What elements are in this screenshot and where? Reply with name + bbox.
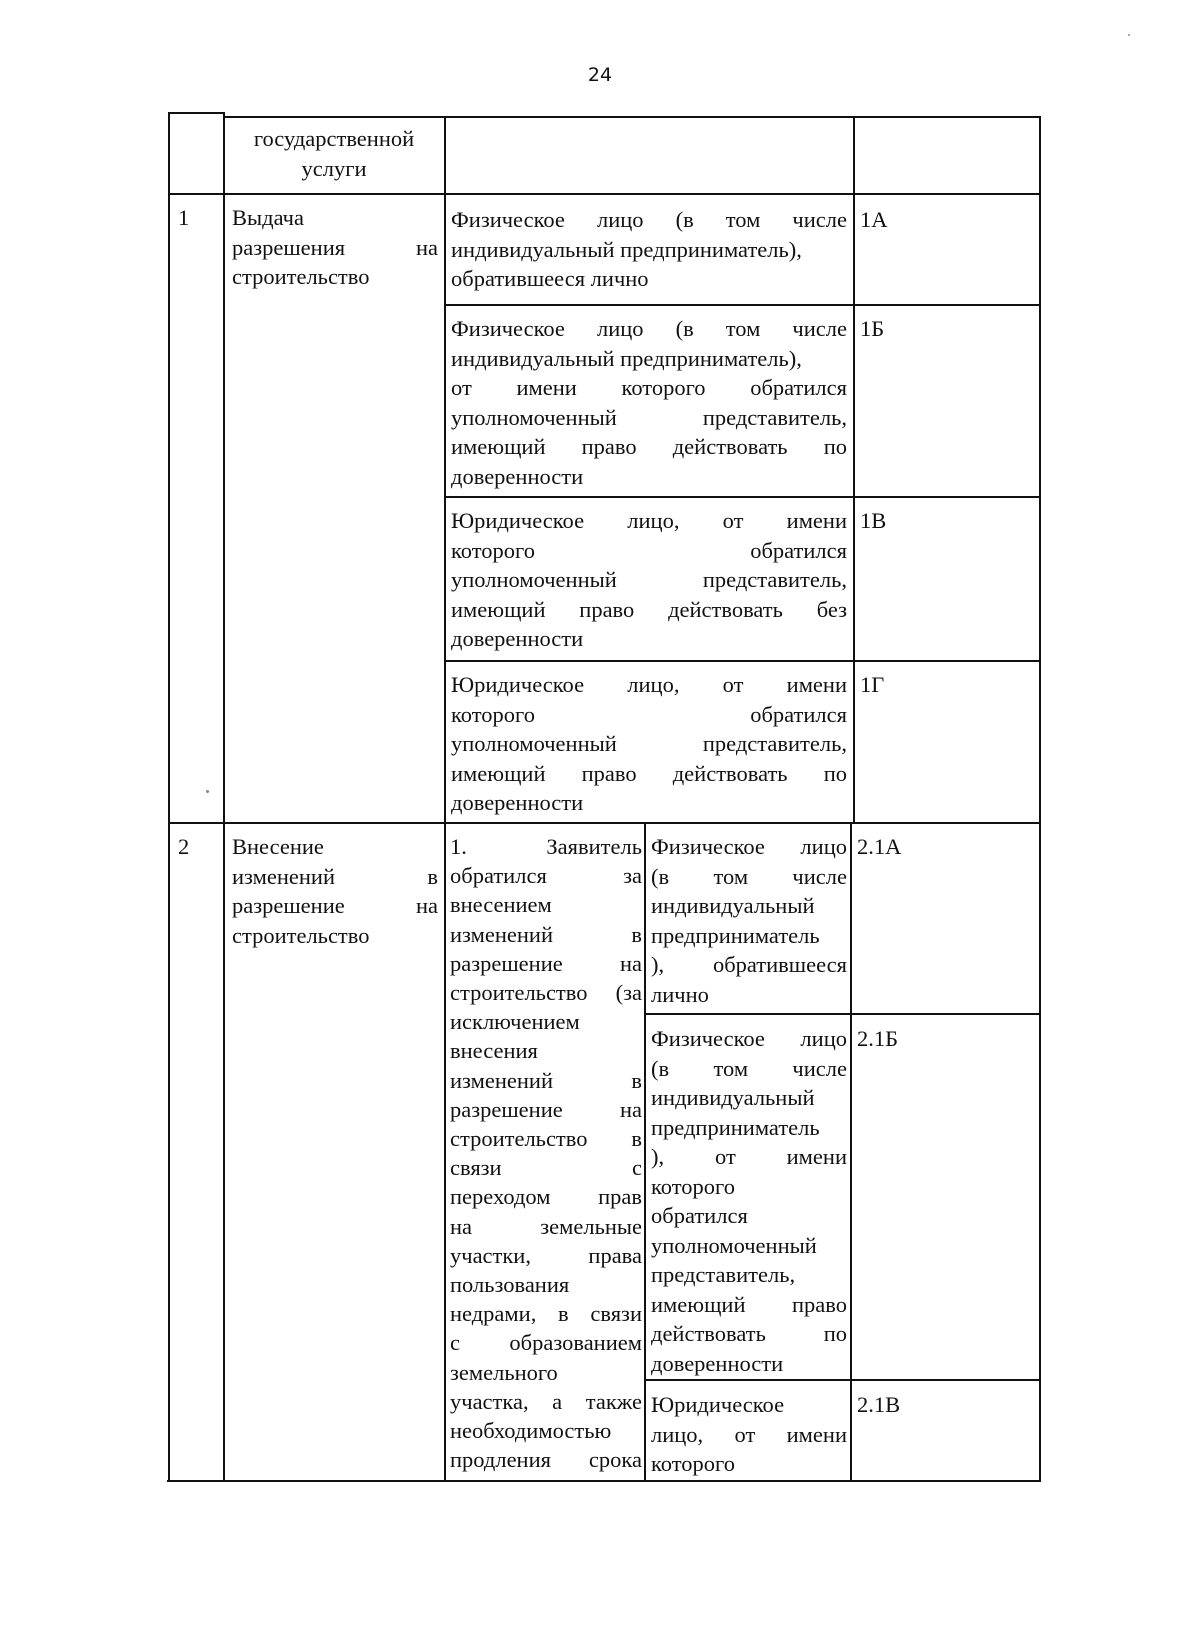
col2-border (444, 116, 446, 1482)
row2-code-2: 2.1Б (857, 1026, 899, 1051)
table-right-border (1039, 116, 1041, 1482)
row2-applicant-3: Юридическое лицо, от имени которого (651, 1392, 847, 1476)
code-col-border-bottom (850, 822, 852, 1482)
row1-applicant-3: Юридическое лицо, от имени которого обратился уполномоченный представитель, имеющий право действовать без доверенности (451, 508, 847, 651)
row2-code-3: 2.1В (857, 1392, 901, 1417)
row2-number: 2 (178, 834, 190, 859)
row1-sub2-border (444, 496, 1040, 498)
row2-service-name: Внесение изменений в разрешение на строительство (232, 834, 438, 948)
row1-code-3: 1В (860, 508, 887, 533)
row2-condition-border (644, 822, 646, 1482)
row2-sub2-border (644, 1379, 1040, 1381)
scan-speck (206, 790, 209, 793)
row2-applicant-2: Физическое лицо (в том числе индивидуальный предприниматель ), от имени которого обратился уполномоченный представитель, имеющий право действовать по доверенности (651, 1026, 847, 1376)
table-bottom-border (167, 1480, 1040, 1482)
col1-border (223, 112, 225, 1482)
scan-speck (1128, 34, 1130, 36)
table-top-border-inner (224, 116, 1040, 118)
row2-condition: 1. Заявитель обратился за внесением изменений в разрешение на строительство (за исключением внесения изменений в разрешение на строительство в связи с переходом прав на земельные участки, права пользования недрами, в связи с образованием земельного участка, а также необходимостью продления срока (450, 834, 642, 1473)
table-left-border (168, 112, 170, 1482)
row2-applicant-1: Физическое лицо (в том числе индивидуальный предприниматель ), обратившееся лично (651, 834, 847, 1007)
code-col-border-top (853, 116, 855, 824)
row1-sub3-border (444, 660, 1040, 662)
table-top-border (170, 112, 224, 114)
header-service-name: государственной услуги (253, 126, 415, 181)
row1-number: 1 (178, 205, 190, 230)
row2-sub1-border (644, 1013, 1040, 1015)
row2-code-1: 2.1А (857, 834, 902, 859)
row1-service-name: Выдача разрешения на строительство (232, 205, 438, 289)
row1-sub1-border (444, 304, 1040, 306)
row1-bottom-border (170, 822, 1040, 824)
page-number: 24 (587, 64, 613, 86)
row1-applicant-2: Физическое лицо (в том числе индивидуальный предприниматель), от имени которого обратился уполномоченный представитель, имеющий право действовать по доверенности (451, 316, 847, 489)
row1-code-4: 1Г (860, 672, 885, 697)
row1-applicant-4: Юридическое лицо, от имени которого обратился уполномоченный представитель, имеющий право действовать по доверенности (451, 672, 847, 815)
row1-applicant-1: Физическое лицо (в том числе индивидуальный предприниматель), обратившееся лично (451, 207, 847, 291)
row1-code-2: 1Б (860, 316, 885, 341)
row1-code-1: 1А (860, 207, 888, 232)
header-bottom-border (170, 193, 1040, 195)
